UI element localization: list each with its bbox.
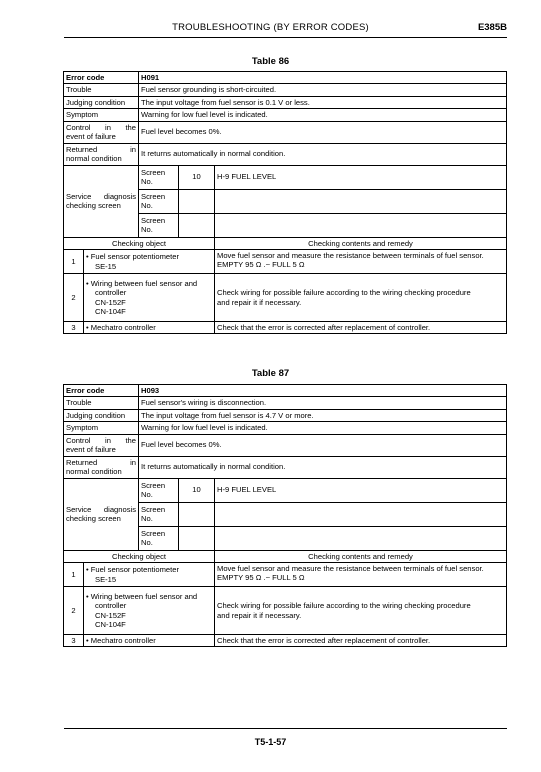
model-code: E385B xyxy=(477,22,507,33)
row-number: 3 xyxy=(64,635,84,647)
remedy-cell xyxy=(215,274,507,322)
row-number: 1 xyxy=(64,563,84,587)
error-code-label: Error code xyxy=(64,72,139,84)
judging-row xyxy=(64,409,507,421)
symptom-value: Warning for low fuel level is indicated. xyxy=(139,422,507,434)
object-line: • Mechatro controller xyxy=(86,323,156,333)
symptom-row xyxy=(64,422,507,434)
control-label-line: event of failure xyxy=(66,132,116,142)
returned-label-line: Returned in xyxy=(66,144,136,154)
checking-contents-header: Checking contents and remedy xyxy=(215,237,507,249)
service-row xyxy=(64,165,507,189)
checking-row xyxy=(64,587,507,635)
error-code-table xyxy=(63,71,507,334)
service-label xyxy=(64,165,139,237)
object-line: • Wiring between fuel sensor and xyxy=(86,591,198,601)
no-label: No. xyxy=(141,514,153,524)
returned-label-line: normal condition xyxy=(66,467,122,477)
checking-header-row xyxy=(64,237,507,249)
checking-row xyxy=(64,563,507,587)
remedy-cell xyxy=(215,250,507,274)
page-title: TROUBLESHOOTING (BY ERROR CODES) xyxy=(172,22,369,33)
row-number: 2 xyxy=(64,587,84,635)
checking-object-cell xyxy=(84,250,215,274)
table-caption: Table 86 xyxy=(251,56,290,67)
object-line: • Mechatro controller xyxy=(86,636,156,646)
screen-no-label xyxy=(139,526,179,550)
control-row xyxy=(64,121,507,143)
remedy-line: and repair it if necessary. xyxy=(217,610,302,620)
remedy-line: and repair it if necessary. xyxy=(217,297,302,307)
row-number: 2 xyxy=(64,274,84,322)
remedy-line: Check wiring for possible failure according to the wiring checking procedure xyxy=(217,288,471,298)
judging-label: Judging condition xyxy=(64,409,139,421)
error-code-row xyxy=(64,385,507,397)
returned-value: It returns automatically in normal condition. xyxy=(139,456,507,478)
remedy-line: Check that the error is corrected after replacement of controller. xyxy=(217,323,431,333)
trouble-row xyxy=(64,397,507,409)
screen-no-label xyxy=(139,478,179,502)
checking-object-cell xyxy=(84,587,215,635)
remedy-cell xyxy=(215,322,507,334)
checking-row xyxy=(64,274,507,322)
object-line: CN-152F xyxy=(95,297,126,307)
object-line: controller xyxy=(95,288,127,298)
error-code-value: H093 xyxy=(139,385,507,397)
control-value: Fuel level becomes 0%. xyxy=(139,434,507,456)
screen-label: Screen xyxy=(141,504,166,514)
no-label: No. xyxy=(141,177,153,187)
object-line: • Wiring between fuel sensor and xyxy=(86,278,198,288)
no-label: No. xyxy=(141,201,153,211)
screen-no-value xyxy=(179,502,215,526)
no-label: No. xyxy=(141,225,153,235)
object-line: SE-15 xyxy=(95,574,117,584)
returned-label-line: Returned in xyxy=(66,457,136,467)
remedy-line: Move fuel sensor and measure the resistance between terminals of fuel sensor. xyxy=(217,564,484,574)
error-code-row xyxy=(64,72,507,84)
returned-value: It returns automatically in normal condition. xyxy=(139,143,507,165)
remedy-line: EMPTY 95 Ω .~ FULL 5 Ω xyxy=(217,573,305,583)
error-code-label: Error code xyxy=(64,385,139,397)
control-label xyxy=(64,121,139,143)
service-label-line: checking screen xyxy=(66,201,121,211)
page-header xyxy=(0,0,541,40)
checking-contents-header: Checking contents and remedy xyxy=(215,550,507,562)
screen-value xyxy=(215,213,507,237)
checking-object-header: Checking object xyxy=(64,237,215,249)
screen-no-label xyxy=(139,165,179,189)
screen-no-value: 10 xyxy=(179,478,215,502)
checking-object-header: Checking object xyxy=(64,550,215,562)
screen-label: Screen xyxy=(141,215,166,225)
screen-value xyxy=(215,526,507,550)
screen-no-value xyxy=(179,189,215,213)
footer-divider xyxy=(64,728,507,729)
row-number: 3 xyxy=(64,322,84,334)
object-line: SE-15 xyxy=(95,261,117,271)
screen-label: Screen xyxy=(141,480,166,490)
trouble-label: Trouble xyxy=(64,397,139,409)
service-row xyxy=(64,478,507,502)
trouble-label: Trouble xyxy=(64,84,139,96)
control-row xyxy=(64,434,507,456)
table-caption: Table 87 xyxy=(251,368,290,379)
trouble-value: Fuel sensor's wiring is disconnection. xyxy=(139,397,507,409)
checking-row xyxy=(64,635,507,647)
object-line: CN-104F xyxy=(95,306,126,316)
remedy-line: Check that the error is corrected after replacement of controller. xyxy=(217,636,431,646)
judging-value: The input voltage from fuel sensor is 0.1 V or less. xyxy=(139,96,507,108)
object-line: • Fuel sensor potentiometer xyxy=(86,565,179,575)
object-line: controller xyxy=(95,601,127,611)
control-label-line: event of failure xyxy=(66,445,116,455)
screen-value xyxy=(215,189,507,213)
remedy-line: Move fuel sensor and measure the resistance between terminals of fuel sensor. xyxy=(217,251,484,261)
no-label: No. xyxy=(141,538,153,548)
screen-no-label xyxy=(139,213,179,237)
returned-row xyxy=(64,143,507,165)
symptom-label: Symptom xyxy=(64,109,139,121)
remedy-cell xyxy=(215,587,507,635)
returned-label-line: normal condition xyxy=(66,154,122,164)
no-label: No. xyxy=(141,490,153,500)
checking-header-row xyxy=(64,550,507,562)
symptom-row xyxy=(64,109,507,121)
symptom-value: Warning for low fuel level is indicated. xyxy=(139,109,507,121)
object-line: CN-152F xyxy=(95,610,126,620)
remedy-line: Check wiring for possible failure according to the wiring checking procedure xyxy=(217,601,471,611)
judging-value: The input voltage from fuel sensor is 4.7 V or more. xyxy=(139,409,507,421)
remedy-line: EMPTY 95 Ω .~ FULL 5 Ω xyxy=(217,260,305,270)
judging-row xyxy=(64,96,507,108)
screen-no-value xyxy=(179,526,215,550)
screen-value: H-9 FUEL LEVEL xyxy=(215,165,507,189)
checking-row xyxy=(64,322,507,334)
screen-label: Screen xyxy=(141,191,166,201)
returned-row xyxy=(64,456,507,478)
screen-value xyxy=(215,502,507,526)
control-value: Fuel level becomes 0%. xyxy=(139,121,507,143)
screen-no-value: 10 xyxy=(179,165,215,189)
checking-object-cell xyxy=(84,322,215,334)
remedy-cell xyxy=(215,563,507,587)
screen-label: Screen xyxy=(141,528,166,538)
returned-label xyxy=(64,456,139,478)
error-code-table xyxy=(63,384,507,647)
error-code-value: H091 xyxy=(139,72,507,84)
control-label xyxy=(64,434,139,456)
object-line: CN-104F xyxy=(95,619,126,629)
trouble-row xyxy=(64,84,507,96)
header-divider xyxy=(64,37,507,38)
service-label-line: checking screen xyxy=(66,514,121,524)
remedy-cell xyxy=(215,635,507,647)
checking-object-cell xyxy=(84,635,215,647)
page-number: T5-1-57 xyxy=(254,737,287,747)
screen-value: H-9 FUEL LEVEL xyxy=(215,478,507,502)
screen-no-label xyxy=(139,189,179,213)
judging-label: Judging condition xyxy=(64,96,139,108)
checking-row xyxy=(64,250,507,274)
trouble-value: Fuel sensor grounding is short-circuited. xyxy=(139,84,507,96)
service-label-line: Service diagnosis xyxy=(66,504,136,514)
screen-label: Screen xyxy=(141,167,166,177)
row-number: 1 xyxy=(64,250,84,274)
returned-label xyxy=(64,143,139,165)
control-label-line: Control in the xyxy=(66,435,136,445)
screen-no-value xyxy=(179,213,215,237)
symptom-label: Symptom xyxy=(64,422,139,434)
checking-object-cell xyxy=(84,274,215,322)
object-line: • Fuel sensor potentiometer xyxy=(86,252,179,262)
screen-no-label xyxy=(139,502,179,526)
service-label xyxy=(64,478,139,550)
service-label-line: Service diagnosis xyxy=(66,191,136,201)
control-label-line: Control in the xyxy=(66,122,136,132)
checking-object-cell xyxy=(84,563,215,587)
